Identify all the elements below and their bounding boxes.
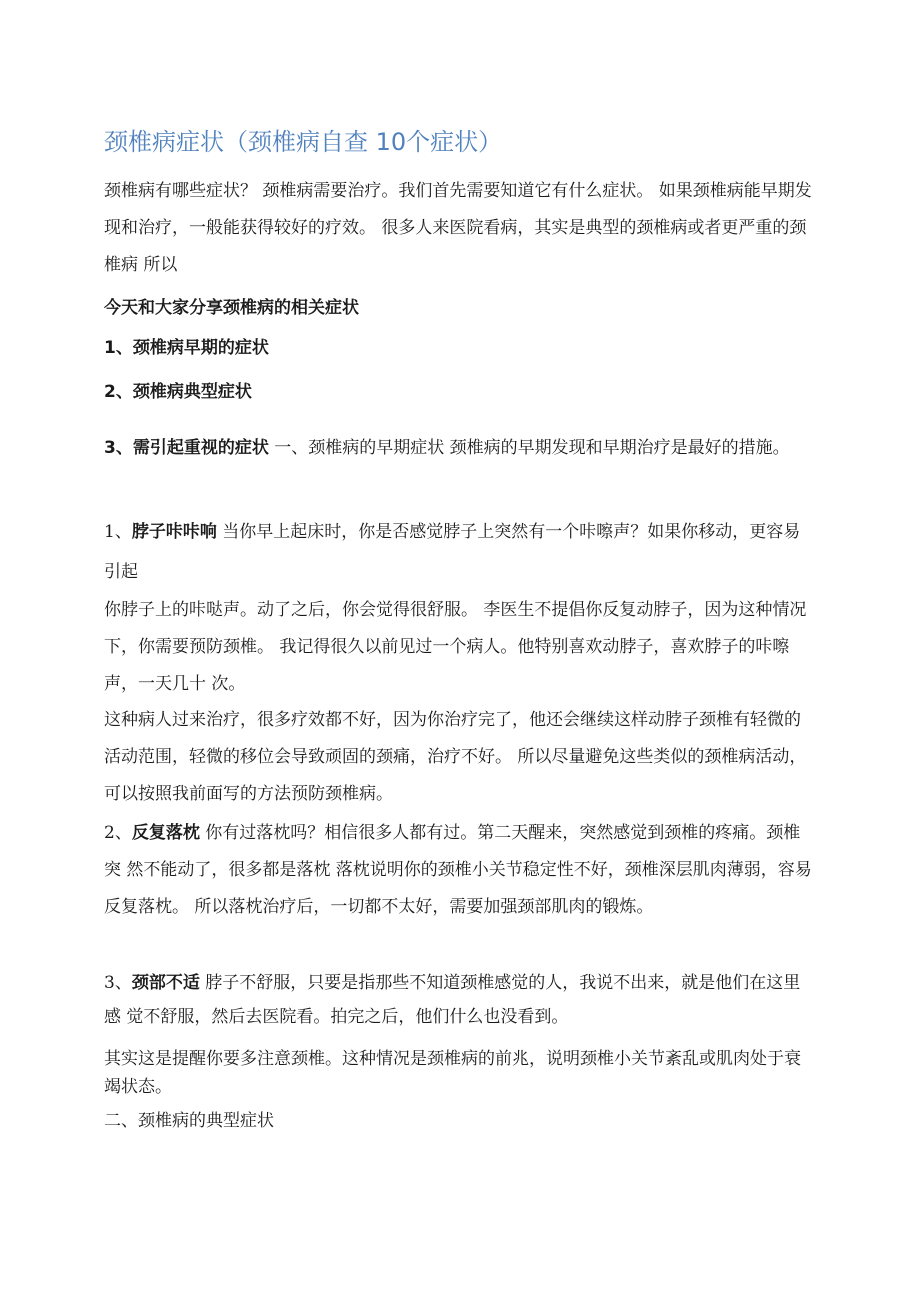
- symptom-1-text: 当你早上起床时，你是否感觉脖子上突然有一个咔嚓声？如果你移动，更容易引起: [104, 522, 801, 582]
- list-item-attention-label: 3、需引起重视的症状: [104, 438, 269, 458]
- intro-paragraph: 颈椎病有哪些症状？ 颈椎病需要治疗。我们首先需要知道它有什么症状。 如果颈椎病能早期发现和治疗，一般能获得较好的疗效。 很多人来医院看病，其实是典型的颈椎病或者更严重的颈椎病 所以: [104, 181, 812, 275]
- symptom-1-label: 脖子咔咔响: [131, 522, 217, 542]
- symptom-neck-discomfort: [104, 966, 816, 1034]
- section-2-heading: 二、颈椎病的典型症状: [104, 1111, 274, 1131]
- symptom-3-text: 脖子不舒服，只要是指那些不知道颈椎感觉的人，我说不出来，就是他们在这里感 觉不舒服，然后去医院看。拍完之后，他们什么也没看到。: [104, 973, 801, 1027]
- share-heading: 今天和大家分享颈椎病的相关症状: [104, 298, 359, 318]
- symptom-2-text: 你有过落枕吗？相信很多人都有过。第二天醒来，突然感觉到颈椎的疼痛。颈椎突 然不能动了，很多都是落枕 落枕说明你的颈椎小关节稳定性不好，颈椎深层肌肉薄弱，容易反复落枕。 所以落枕治疗后，一切都不太好，需要加强颈部肌肉的锻炼。: [104, 823, 812, 917]
- symptom-neck-clicking: [104, 512, 816, 592]
- symptom-stiff-neck: [104, 815, 816, 926]
- symptom-3-label: 颈部不适: [131, 973, 200, 993]
- symptom-2-number: 2、: [104, 823, 132, 843]
- list-item-attention-symptoms: [104, 428, 816, 468]
- paragraph-patient-treatment: 这种病人过来治疗，很多疗效都不好，因为你治疗完了，他还会继续这样动脖子颈椎有轻微的活动范围，轻微的移位会导致顽固的颈痛，治疗不好。 所以尽量避免这些类似的颈椎病活动，可以按照我前面写的方法预防颈椎病。: [104, 710, 807, 804]
- symptom-2-label: 反复落枕: [131, 823, 200, 843]
- list-item-typical-symptoms: 2、颈椎病典型症状: [104, 382, 252, 402]
- list-item-attention-text: 一、颈椎病的早期症状 颈椎病的早期发现和早期治疗是最好的措施。: [274, 438, 790, 458]
- page-title: 颈椎病症状（颈椎病自查 10个症状）: [104, 128, 503, 156]
- symptom-3-number: 3、: [104, 973, 132, 993]
- paragraph-neck-clicking-detail: 你脖子上的咔哒声。动了之后，你会觉得很舒服。 李医生不提倡你反复动脖子，因为这种情况下，你需要预防颈椎。 我记得很久以前见过一个病人。他特别喜欢动脖子，喜欢脖子的咔嚓声，一天几十 次。: [104, 600, 807, 694]
- symptom-1-number: 1、: [104, 522, 132, 542]
- list-item-early-symptoms: 1、颈椎病早期的症状: [104, 338, 269, 358]
- paragraph-reminder: 其实这是提醒你要多注意颈椎。这种情况是颈椎病的前兆，说明颈椎小关节紊乱或肌肉处于衰竭状态。: [104, 1049, 801, 1097]
